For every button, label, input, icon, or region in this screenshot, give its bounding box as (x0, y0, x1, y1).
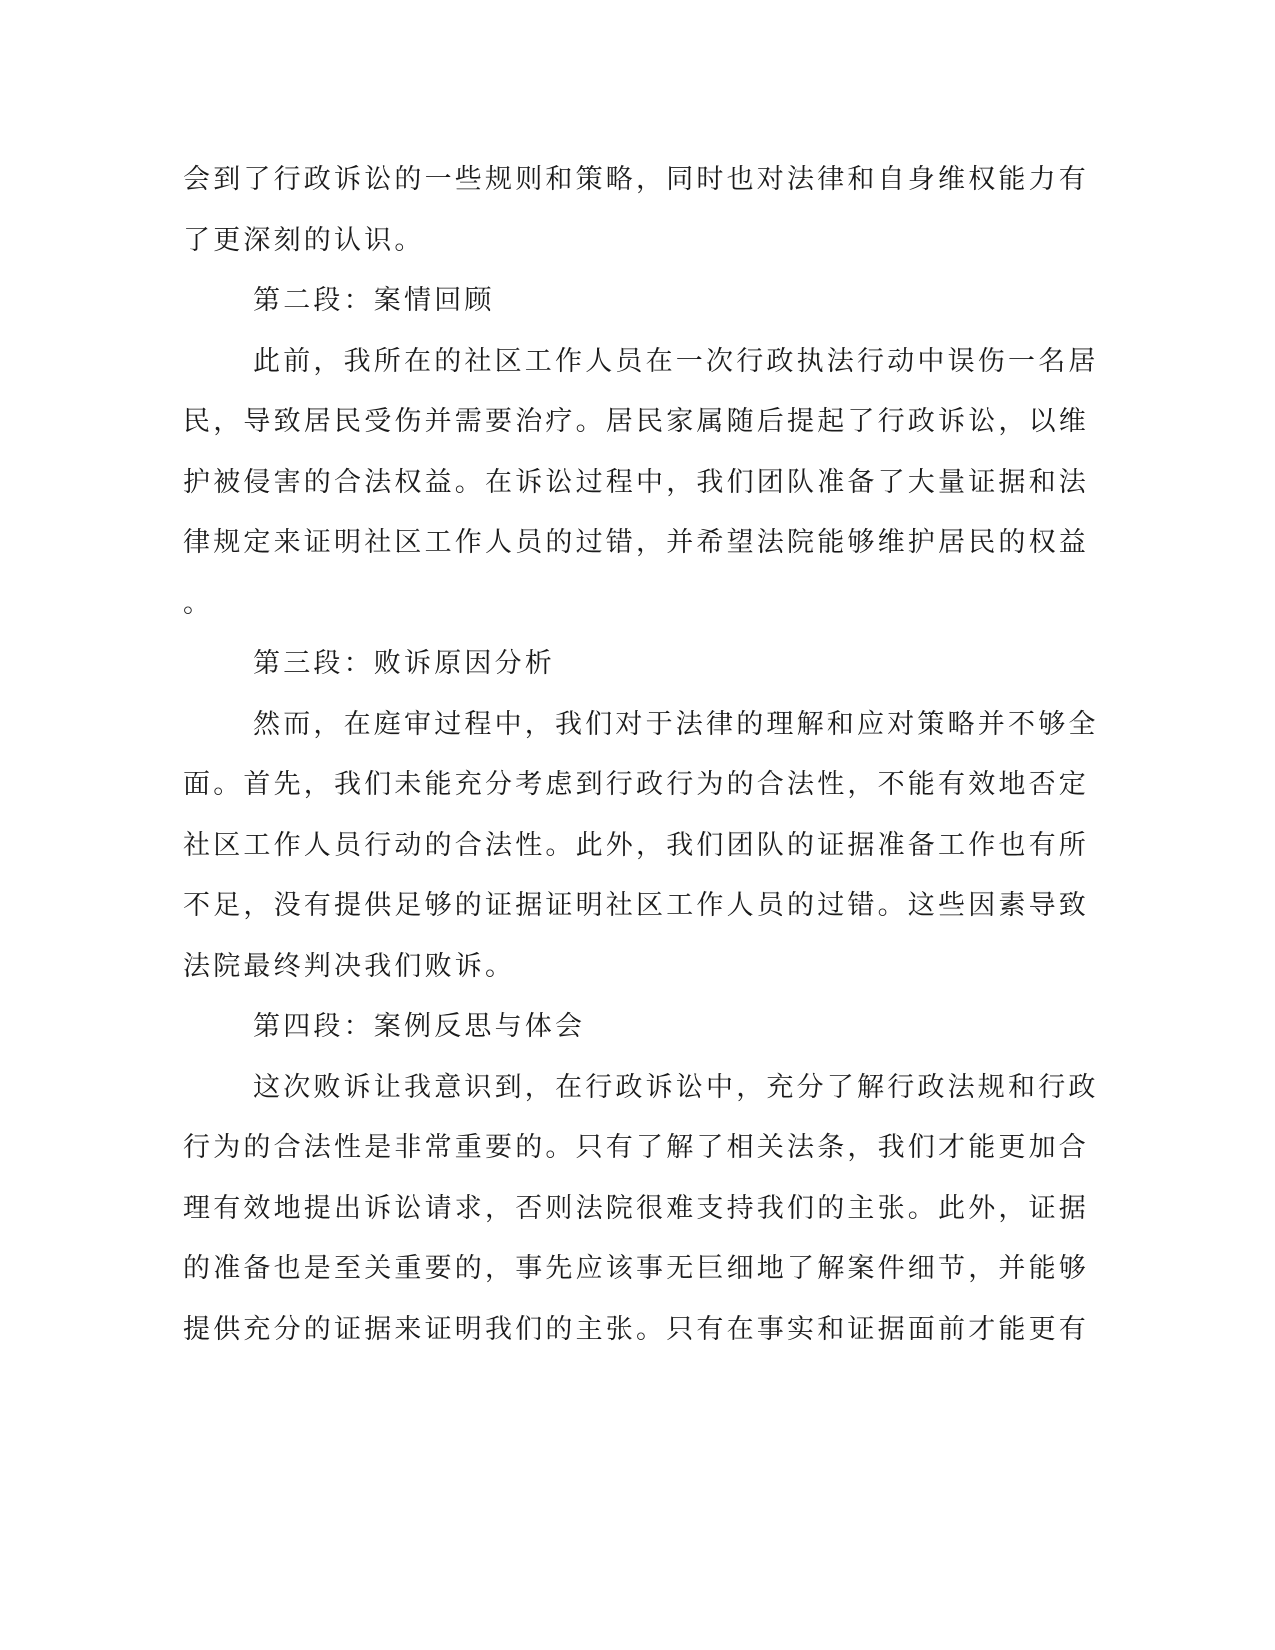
document-body (183, 150, 1099, 1360)
body-line: 提供充分的证据来证明我们的主张。只有在事实和证据面前才能更有 (183, 1313, 1089, 1345)
body-line: 这次败诉让我意识到，在行政诉讼中，充分了解行政法规和行政 (253, 1071, 1099, 1103)
body-line: 民，导致居民受伤并需要治疗。居民家属随后提起了行政诉讼，以维 (183, 406, 1089, 437)
body-line: 此前，我所在的社区工作人员在一次行政执法行动中误伤一名居 (253, 345, 1099, 377)
body-line: 了更深刻的认识。 (183, 224, 425, 256)
body-line: 会到了行政诉讼的一些规则和策略，同时也对法律和自身维权能力有 (183, 164, 1089, 195)
section-heading: 第二段：案情回顾 (253, 285, 495, 316)
body-line: 法院最终判决我们败诉。 (183, 950, 516, 982)
body-line: 律规定来证明社区工作人员的过错，并希望法院能够维护居民的权益 (183, 527, 1089, 558)
body-line: 行为的合法性是非常重要的。只有了解了相关法条，我们才能更加合 (183, 1132, 1089, 1163)
body-line: 理有效地提出诉讼请求，否则法院很难支持我们的主张。此外，证据 (183, 1192, 1089, 1224)
body-line: 然而，在庭审过程中，我们对于法律的理解和应对策略并不够全 (253, 708, 1099, 740)
body-line: 面。首先，我们未能充分考虑到行政行为的合法性，不能有效地否定 (183, 769, 1089, 800)
body-line: 社区工作人员行动的合法性。此外，我们团队的证据准备工作也有所 (183, 829, 1089, 861)
body-line: 的准备也是至关重要的，事先应该事无巨细地了解案件细节，并能够 (183, 1253, 1089, 1284)
body-line: 护被侵害的合法权益。在诉讼过程中，我们团队准备了大量证据和法 (183, 466, 1089, 498)
section-heading: 第四段：案例反思与体会 (253, 1011, 586, 1042)
body-line: 。 (183, 587, 214, 619)
body-line: 不足，没有提供足够的证据证明社区工作人员的过错。这些因素导致 (183, 890, 1089, 921)
section-heading: 第三段：败诉原因分析 (253, 648, 555, 679)
